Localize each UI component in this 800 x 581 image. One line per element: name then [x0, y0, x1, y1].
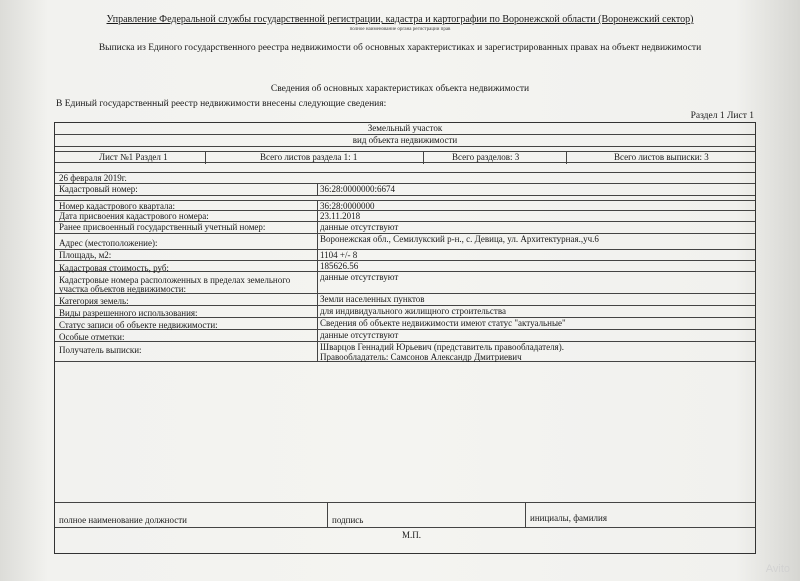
object-type: Земельный участок	[367, 123, 443, 133]
field-value: для индивидуального жилищного строительства	[320, 306, 506, 316]
signature-row	[55, 502, 755, 528]
field-value: данные отсутствуют	[320, 222, 399, 232]
field-value: Шварцов Геннадий Юрьевич (представитель правообладателя).	[320, 342, 564, 352]
section-title: Сведения об основных характеристиках объекта недвижимости	[270, 84, 530, 94]
date-row	[55, 172, 755, 184]
field-row	[55, 342, 755, 362]
field-label: Площадь, м2:	[59, 250, 112, 260]
field-label: Номер кадастрового квартала:	[59, 201, 175, 211]
field-label: Ранее присвоенный государственный учетный номер:	[59, 222, 266, 232]
object-type-caption-row	[55, 135, 755, 147]
cadastral-number-value: 36:28:0000000:6674	[320, 184, 396, 194]
cadastral-number-label: Кадастровый номер:	[59, 184, 138, 194]
document-title: Выписка из Единого государственного реестра недвижимости об основных характеристиках и зарегистрированных правах на объект недвижимости	[98, 43, 702, 53]
field-value: данные отсутствуют	[320, 272, 399, 282]
field-label: Получатель выписки:	[59, 345, 142, 355]
field-value: 36:28:0000000	[320, 201, 375, 211]
field-value: 23.11.2018	[320, 211, 361, 221]
column-divider	[317, 200, 318, 362]
section-sheet-number: Раздел 1 Лист 1	[690, 111, 754, 121]
field-row	[55, 234, 755, 250]
field-row	[55, 272, 755, 294]
field-label: Дата присвоения кадастрового номера:	[59, 211, 209, 221]
sheet-number: Лист №1 Раздел 1	[99, 152, 168, 162]
field-row	[55, 250, 755, 261]
total-sections: Всего разделов: 3	[452, 152, 520, 162]
field-label: Категория земель:	[59, 296, 129, 306]
field-value: Сведения об объекте недвижимости имеют статус "актуальные"	[320, 318, 566, 328]
field-label: Виды разрешенного использования:	[59, 308, 198, 318]
field-value: Воронежская обл., Семилукский р-н., с. Девица, ул. Архитектурная.,уч.6	[320, 234, 599, 244]
signature-caption: подпись	[332, 515, 364, 525]
field-label: Кадастровые номера расположенных в пределах земельного	[59, 275, 291, 285]
field-value: 185626.56	[320, 261, 359, 271]
avito-watermark: Avito	[765, 563, 790, 575]
total-sheets-section: Всего листов раздела 1: 1	[260, 152, 358, 162]
field-row	[55, 211, 755, 222]
field-label: Адрес (местоположение):	[59, 238, 158, 248]
field-row	[55, 330, 755, 342]
total-sheets-extract: Всего листов выписки: 3	[614, 152, 709, 162]
field-row	[55, 294, 755, 306]
cadastral-number-row	[55, 184, 755, 196]
field-label: Особые отметки:	[59, 332, 125, 342]
object-type-row	[55, 123, 755, 135]
field-row	[55, 318, 755, 330]
object-type-caption: вид объекта недвижимости	[352, 135, 458, 145]
section-intro: В Единый государственный реестр недвижимости внесены следующие сведения:	[56, 99, 387, 109]
field-label: Кадастровая стоимость, руб:	[59, 263, 169, 273]
field-value-line2: Правообладатель: Самсонов Александр Дмитриевич	[320, 352, 522, 362]
field-row	[55, 222, 755, 234]
name-caption: инициалы, фамилия	[530, 513, 607, 523]
authority-name: Управление Федеральной службы государственной регистрации, кадастра и картографии по Воронежской области (Воронежский сектор)	[106, 14, 694, 25]
field-label: Статус записи об объекте недвижимости:	[59, 320, 218, 330]
field-value: 1104 +/- 8	[320, 250, 358, 260]
field-row	[55, 261, 755, 272]
authority-caption: полное наименование органа регистрации прав	[349, 27, 451, 32]
extract-date: 26 февраля 2019г.	[59, 173, 127, 183]
field-value: данные отсутствуют	[320, 330, 399, 340]
sheet-info-row	[55, 151, 755, 163]
field-row	[55, 306, 755, 318]
position-caption: полное наименование должности	[59, 515, 187, 525]
field-value: Земли населенных пунктов	[320, 294, 425, 304]
field-label-line2: участка объектов недвижимости:	[59, 284, 187, 294]
field-row	[55, 200, 755, 211]
stamp-place: М.П.	[402, 530, 422, 540]
